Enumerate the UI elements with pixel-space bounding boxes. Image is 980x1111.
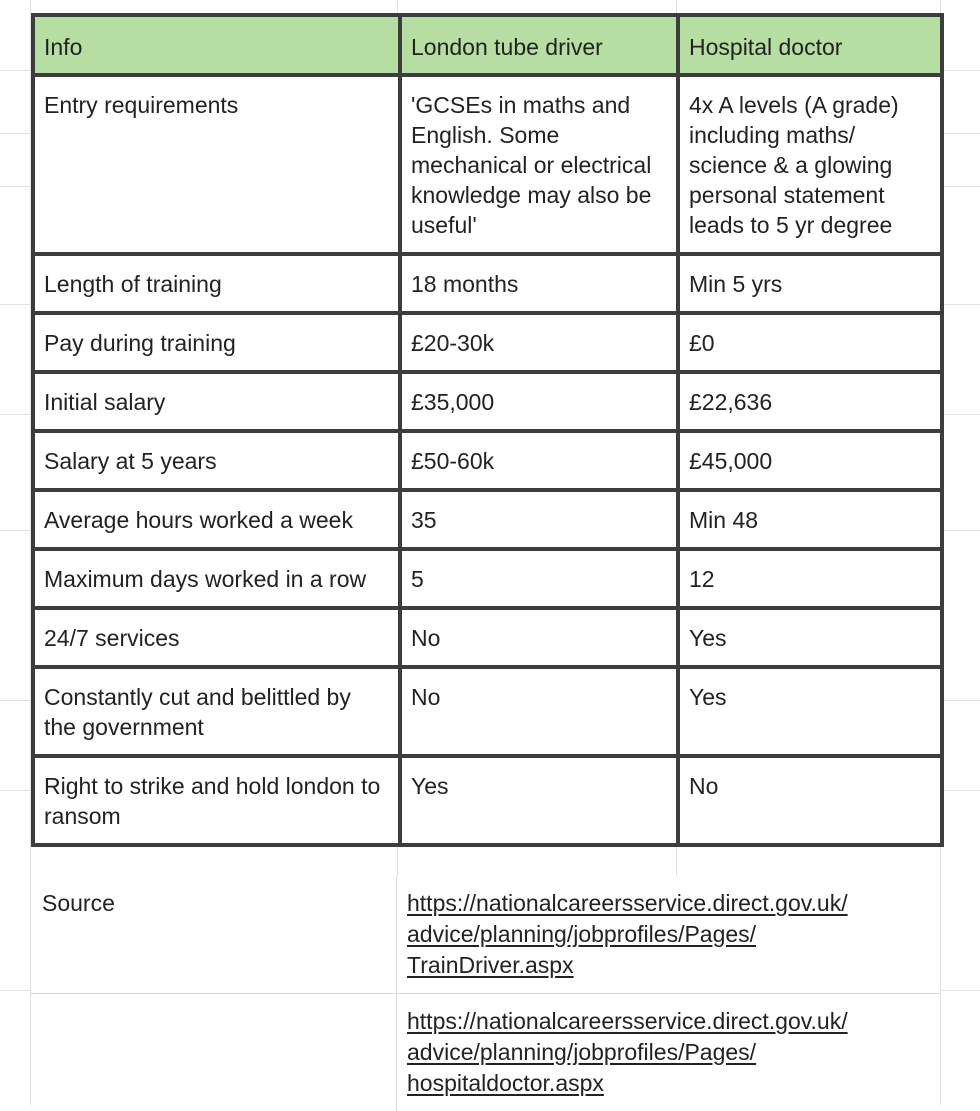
row-label-cell[interactable]: Entry requirements bbox=[33, 75, 400, 254]
hospital-doctor-cell[interactable]: £45,000 bbox=[678, 431, 942, 490]
row-label-cell[interactable]: Initial salary bbox=[33, 372, 400, 431]
table-row bbox=[33, 549, 942, 608]
hospital-doctor-cell[interactable]: Yes bbox=[678, 667, 942, 756]
source-row bbox=[31, 876, 940, 994]
source-link-hospital-doctor[interactable]: https://nationalcareersservice.direct.gov.uk/ advice/planning/jobprofiles/Pages/ hospitaldoctor.aspx bbox=[407, 1008, 848, 1096]
table-header-row bbox=[33, 15, 942, 75]
hospital-doctor-cell[interactable]: No bbox=[678, 756, 942, 845]
table-row bbox=[33, 756, 942, 845]
tube-driver-cell[interactable]: No bbox=[400, 667, 678, 756]
source-label-empty[interactable] bbox=[31, 994, 397, 1111]
hospital-doctor-cell[interactable]: £22,636 bbox=[678, 372, 942, 431]
table-row bbox=[33, 75, 942, 254]
tube-driver-cell[interactable]: 18 months bbox=[400, 254, 678, 313]
row-label-cell[interactable]: Average hours worked a week bbox=[33, 490, 400, 549]
table-row bbox=[33, 490, 942, 549]
header-cell-hospital-doctor[interactable]: Hospital doctor bbox=[678, 15, 942, 75]
tube-driver-cell[interactable]: £20-30k bbox=[400, 313, 678, 372]
table-row bbox=[33, 608, 942, 667]
row-label-cell[interactable]: Length of training bbox=[33, 254, 400, 313]
table-row bbox=[33, 313, 942, 372]
table-row bbox=[33, 254, 942, 313]
source-label[interactable]: Source bbox=[31, 876, 397, 993]
row-label-cell[interactable]: Right to strike and hold london to ransom bbox=[33, 756, 400, 845]
row-label-cell[interactable]: 24/7 services bbox=[33, 608, 400, 667]
source-section bbox=[31, 876, 940, 1111]
header-cell-tube-driver[interactable]: London tube driver bbox=[400, 15, 678, 75]
hospital-doctor-cell[interactable]: Min 48 bbox=[678, 490, 942, 549]
row-label-cell[interactable]: Pay during training bbox=[33, 313, 400, 372]
table-row bbox=[33, 667, 942, 756]
row-label-cell[interactable]: Maximum days worked in a row bbox=[33, 549, 400, 608]
tube-driver-cell[interactable]: £35,000 bbox=[400, 372, 678, 431]
source-row bbox=[31, 994, 940, 1111]
hospital-doctor-cell[interactable]: Min 5 yrs bbox=[678, 254, 942, 313]
comparison-table bbox=[31, 13, 944, 847]
row-label-cell[interactable]: Salary at 5 years bbox=[33, 431, 400, 490]
hospital-doctor-cell[interactable]: Yes bbox=[678, 608, 942, 667]
header-cell-info[interactable]: Info bbox=[33, 15, 400, 75]
hospital-doctor-cell[interactable]: £0 bbox=[678, 313, 942, 372]
tube-driver-cell[interactable]: 5 bbox=[400, 549, 678, 608]
tube-driver-cell[interactable]: Yes bbox=[400, 756, 678, 845]
tube-driver-cell[interactable]: No bbox=[400, 608, 678, 667]
source-link-train-driver[interactable]: https://nationalcareersservice.direct.gov.uk/ advice/planning/jobprofiles/Pages/ TrainDriver.aspx bbox=[407, 890, 848, 978]
hospital-doctor-cell[interactable]: 12 bbox=[678, 549, 942, 608]
row-label-cell[interactable]: Constantly cut and belittled by the government bbox=[33, 667, 400, 756]
tube-driver-cell[interactable]: 35 bbox=[400, 490, 678, 549]
hospital-doctor-cell[interactable]: 4x A levels (A grade) including maths/ science & a glowing personal statement leads to 5 yr degree bbox=[678, 75, 942, 254]
tube-driver-cell[interactable]: 'GCSEs in maths and English. Some mechanical or electrical knowledge may also be useful' bbox=[400, 75, 678, 254]
table-row bbox=[33, 372, 942, 431]
tube-driver-cell[interactable]: £50-60k bbox=[400, 431, 678, 490]
table-row bbox=[33, 431, 942, 490]
